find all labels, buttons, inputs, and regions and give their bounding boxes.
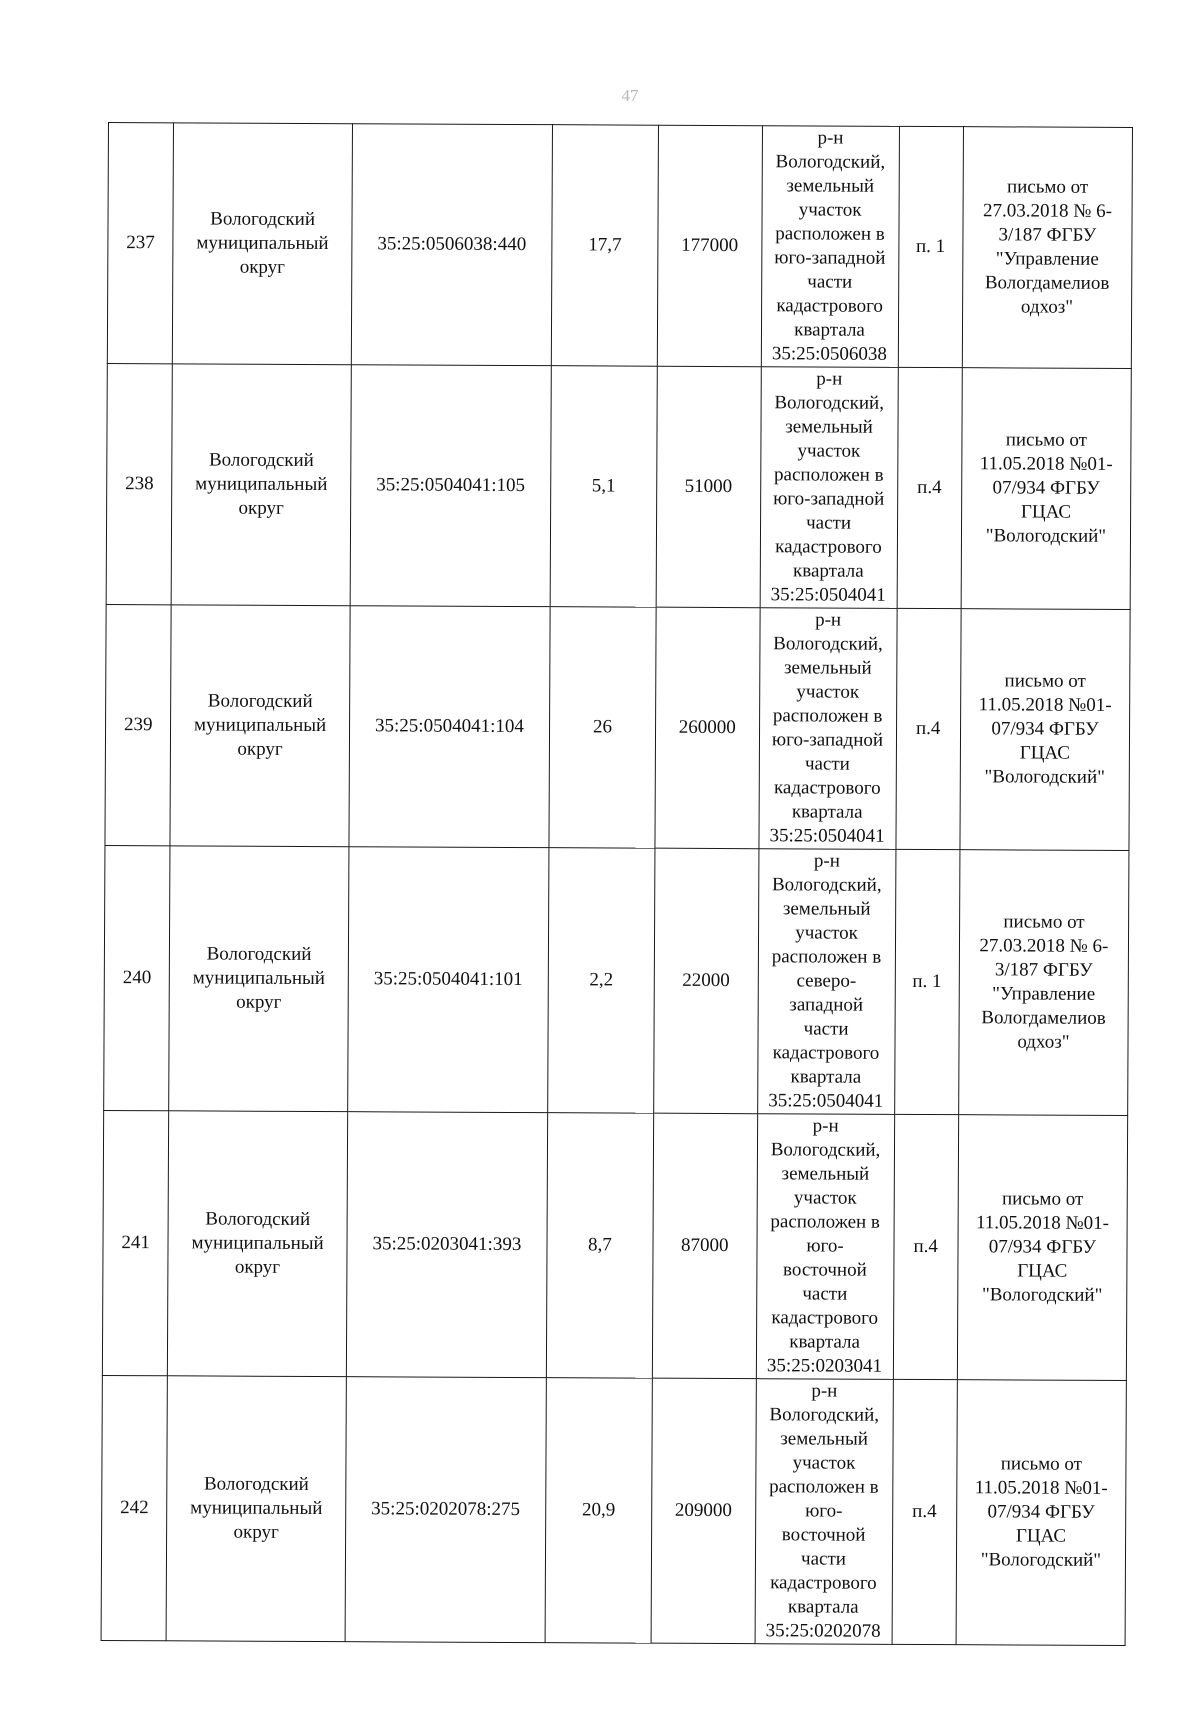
area-ha-cell: 26: [549, 607, 656, 849]
letter-cell-line: письмо от: [1003, 911, 1085, 933]
description-cell: [760, 367, 898, 609]
description-cell-line: кадастрового: [776, 295, 884, 317]
description-cell-line: Вологодский,: [774, 392, 885, 414]
area-m2-cell: 51000: [656, 366, 761, 608]
clause-cell: п. 1: [894, 849, 960, 1114]
letter-cell-line: 07/934 ФГБУ: [992, 477, 1100, 499]
letter-cell: [958, 850, 1128, 1116]
district-cell: [172, 364, 352, 606]
description-cell: [755, 1379, 893, 1645]
clause-cell: п.4: [897, 367, 962, 608]
letter-cell-line: 27.03.2018 № 6-: [982, 200, 1113, 222]
district-cell-line: муниципальный: [190, 1497, 323, 1520]
row-number-cell: 238: [106, 363, 173, 604]
district-cell: [168, 1111, 348, 1377]
area-ha-cell: 5,1: [550, 366, 657, 608]
description-cell-line: р-н: [815, 609, 842, 631]
letter-cell-line: 11.05.2018 №01-: [978, 694, 1112, 716]
description-cell-line: участок: [792, 1452, 856, 1474]
description-cell-line: земельный: [785, 416, 873, 438]
description-cell-line: земельный: [782, 898, 871, 920]
letter-cell-line: одхоз": [1020, 296, 1074, 318]
letter-cell-line: "Вологодский": [985, 525, 1107, 547]
district-cell-line: муниципальный: [193, 714, 327, 737]
clause-cell: п.4: [892, 1379, 958, 1644]
description-cell-line: квартала: [787, 1596, 859, 1618]
district-cell-line: Вологодский: [208, 449, 314, 472]
letter-cell-line: письмо от: [1001, 1188, 1084, 1210]
row-number-cell: 240: [104, 845, 171, 1110]
letter-cell-line: 11.05.2018 №01-: [974, 1477, 1108, 1499]
letter-cell-line: ГЦАС: [1019, 742, 1070, 764]
table-body: [101, 123, 1132, 1646]
description-cell-line: Вологодский,: [773, 633, 883, 655]
letter-cell: [957, 1115, 1127, 1381]
letter-cell: [960, 609, 1130, 851]
district-cell-line: Вологодский: [203, 1473, 309, 1495]
description-cell-line: участок: [798, 199, 862, 221]
row-number-cell: 239: [105, 604, 172, 845]
row-number-cell: 241: [102, 1110, 169, 1375]
district-cell-line: округ: [234, 1256, 281, 1278]
description-cell-line: 35:25:0202078: [765, 1620, 881, 1642]
letter-cell-line: 11.05.2018 №01-: [979, 453, 1113, 475]
description-cell-line: квартала: [791, 801, 863, 823]
letter-cell-line: "Вологодский": [981, 1284, 1103, 1306]
letter-cell-line: "Вологодский": [980, 1549, 1102, 1571]
description-cell-line: Вологодский,: [775, 151, 886, 173]
area-ha-cell: 20,9: [545, 1378, 652, 1644]
letter-cell-line: Вологдамелиов: [984, 272, 1110, 294]
table-row: [102, 1110, 1127, 1380]
description-cell-line: кадастрового: [771, 1307, 879, 1329]
description-cell-line: части: [806, 512, 852, 534]
clause-cell: п.4: [895, 608, 960, 849]
table-row: [105, 604, 1130, 850]
description-cell-line: р-н: [817, 127, 844, 149]
description-cell-line: 35:25:0504041: [768, 1090, 884, 1112]
table-row: [104, 845, 1129, 1115]
area-m2-cell: 209000: [651, 1378, 756, 1644]
district-cell-line: муниципальный: [191, 1232, 324, 1255]
description-cell-line: 35:25:0504041: [770, 584, 886, 606]
description-cell-line: части: [807, 271, 853, 293]
description-cell-line: юго-: [806, 1235, 844, 1257]
district-cell-line: муниципальный: [195, 473, 328, 496]
area-m2-cell: 22000: [654, 848, 759, 1114]
district-cell-line: округ: [236, 991, 282, 1013]
letter-cell-line: "Управление: [995, 248, 1099, 270]
district-cell-line: Вологодский: [206, 943, 312, 966]
description-cell-line: Вологодский,: [770, 1139, 881, 1161]
description-cell-line: кадастрового: [773, 777, 881, 799]
description-cell-line: расположен в: [770, 1211, 880, 1233]
description-cell-line: Вологодский,: [769, 1404, 880, 1426]
district-cell: [169, 846, 349, 1112]
district-cell-line: округ: [233, 1521, 279, 1543]
letter-cell-line: одхоз": [1017, 1031, 1070, 1053]
letter-cell-line: ГЦАС: [1020, 501, 1072, 523]
description-cell-line: квартала: [789, 1331, 860, 1353]
letter-cell: [961, 368, 1131, 610]
table-row: [106, 363, 1131, 609]
description-cell-line: юго-: [805, 1500, 843, 1522]
description-cell-line: земельный: [780, 1428, 868, 1450]
description-cell-line: восточной: [781, 1524, 866, 1546]
district-cell-line: Вологодский: [210, 208, 316, 231]
land-plots-table: [101, 122, 1133, 1646]
district-cell-line: муниципальный: [192, 967, 326, 990]
description-cell-line: участок: [793, 1187, 857, 1209]
description-cell-line: земельный: [781, 1163, 870, 1185]
description-cell: [759, 608, 897, 850]
district-cell: [170, 605, 350, 847]
letter-cell-line: письмо от: [1006, 176, 1089, 198]
district-cell-line: Вологодский: [207, 690, 313, 713]
description-cell-line: части: [802, 1283, 848, 1305]
letter-cell-line: письмо от: [1004, 670, 1086, 692]
clause-cell: п.4: [893, 1114, 959, 1379]
letter-cell-line: 07/934 ФГБУ: [987, 1501, 1095, 1523]
district-cell-line: муниципальный: [196, 232, 329, 255]
district-cell: [166, 1376, 346, 1642]
letter-cell-line: письмо от: [1000, 1453, 1083, 1475]
description-cell-line: кадастрового: [775, 536, 882, 558]
description-cell: [756, 1114, 894, 1380]
description-cell-line: расположен в: [775, 223, 885, 245]
description-cell-line: восточной: [783, 1259, 867, 1281]
description-cell-line: участок: [797, 440, 861, 462]
letter-cell-line: 3/187 ФГБУ: [994, 959, 1093, 981]
letter-cell-line: 27.03.2018 № 6-: [979, 935, 1109, 957]
area-m2-cell: 260000: [655, 607, 760, 849]
description-cell-line: квартала: [792, 560, 864, 582]
cadastral-number-cell: 35:25:0504041:101: [347, 847, 549, 1113]
description-cell-line: части: [803, 1018, 849, 1040]
description-cell-line: земельный: [784, 657, 872, 679]
page-number: 47: [621, 86, 639, 105]
description-cell-line: расположен в: [769, 1476, 879, 1498]
description-cell-line: северо-: [796, 970, 857, 992]
description-cell-line: западной: [789, 994, 864, 1016]
description-cell-line: квартала: [790, 1066, 862, 1088]
description-cell-line: расположен в: [772, 705, 883, 727]
row-number-cell: 242: [101, 1375, 168, 1640]
description-cell-line: части: [804, 753, 850, 775]
description-cell-line: юго-западной: [773, 488, 885, 510]
table-row: [107, 123, 1132, 369]
letter-cell-line: ГЦАС: [1015, 1525, 1067, 1547]
table-row: [101, 1375, 1126, 1645]
area-ha-cell: 8,7: [546, 1113, 653, 1379]
letter-cell-line: "Управление: [992, 983, 1096, 1005]
description-cell-line: участок: [795, 922, 859, 944]
letter-cell-line: 3/187 ФГБУ: [998, 224, 1097, 246]
letter-cell-line: 11.05.2018 №01-: [975, 1212, 1110, 1234]
description-cell-line: расположен в: [774, 464, 884, 486]
area-m2-cell: 177000: [657, 125, 762, 367]
clause-cell: п. 1: [898, 126, 963, 367]
row-number-cell: 237: [107, 123, 174, 364]
district-cell-line: округ: [238, 497, 284, 519]
cadastral-number-cell: 35:25:0506038:440: [351, 124, 552, 366]
description-cell-line: Вологодский,: [771, 874, 882, 896]
area-m2-cell: 87000: [652, 1113, 757, 1379]
district-cell: [173, 123, 353, 365]
letter-cell-line: Вологдамелиов: [981, 1007, 1106, 1029]
description-cell: [757, 849, 895, 1115]
description-cell-line: р-н: [816, 368, 843, 390]
letter-cell-line: письмо от: [1005, 429, 1088, 451]
letter-cell: [962, 127, 1132, 369]
description-cell: [761, 126, 899, 368]
cadastral-number-cell: 35:25:0504041:105: [350, 365, 551, 607]
cadastral-number-cell: 35:25:0202078:275: [345, 1377, 547, 1643]
area-ha-cell: 17,7: [551, 125, 658, 367]
description-cell-line: кадастрового: [770, 1572, 877, 1594]
description-cell-line: кадастрового: [772, 1042, 880, 1064]
description-cell-line: участок: [796, 681, 860, 703]
description-cell-line: р-н: [812, 1115, 839, 1137]
cadastral-number-cell: 35:25:0504041:104: [349, 606, 550, 848]
description-cell-line: земельный: [786, 175, 875, 197]
letter-cell-line: 07/934 ФГБУ: [988, 1236, 1097, 1258]
cadastral-number-cell: 35:25:0203041:393: [346, 1112, 548, 1378]
area-ha-cell: 2,2: [548, 848, 655, 1114]
description-cell-line: юго-западной: [774, 247, 886, 269]
district-cell-line: округ: [237, 738, 283, 760]
letter-cell: [956, 1380, 1126, 1646]
description-cell-line: юго-западной: [771, 729, 884, 751]
description-cell-line: части: [801, 1548, 847, 1570]
description-cell-line: р-н: [813, 850, 840, 872]
description-cell-line: квартала: [794, 319, 865, 341]
description-cell-line: расположен в: [771, 946, 882, 968]
district-cell-line: округ: [239, 256, 286, 278]
letter-cell-line: "Вологодский": [984, 766, 1105, 788]
district-cell-line: Вологодский: [205, 1208, 311, 1231]
description-cell-line: 35:25:0506038: [771, 343, 888, 365]
letter-cell-line: 07/934 ФГБУ: [991, 718, 1099, 740]
description-cell-line: р-н: [811, 1380, 838, 1402]
description-cell-line: 35:25:0203041: [766, 1355, 883, 1377]
description-cell-line: 35:25:0504041: [769, 825, 885, 847]
letter-cell-line: ГЦАС: [1017, 1260, 1068, 1282]
